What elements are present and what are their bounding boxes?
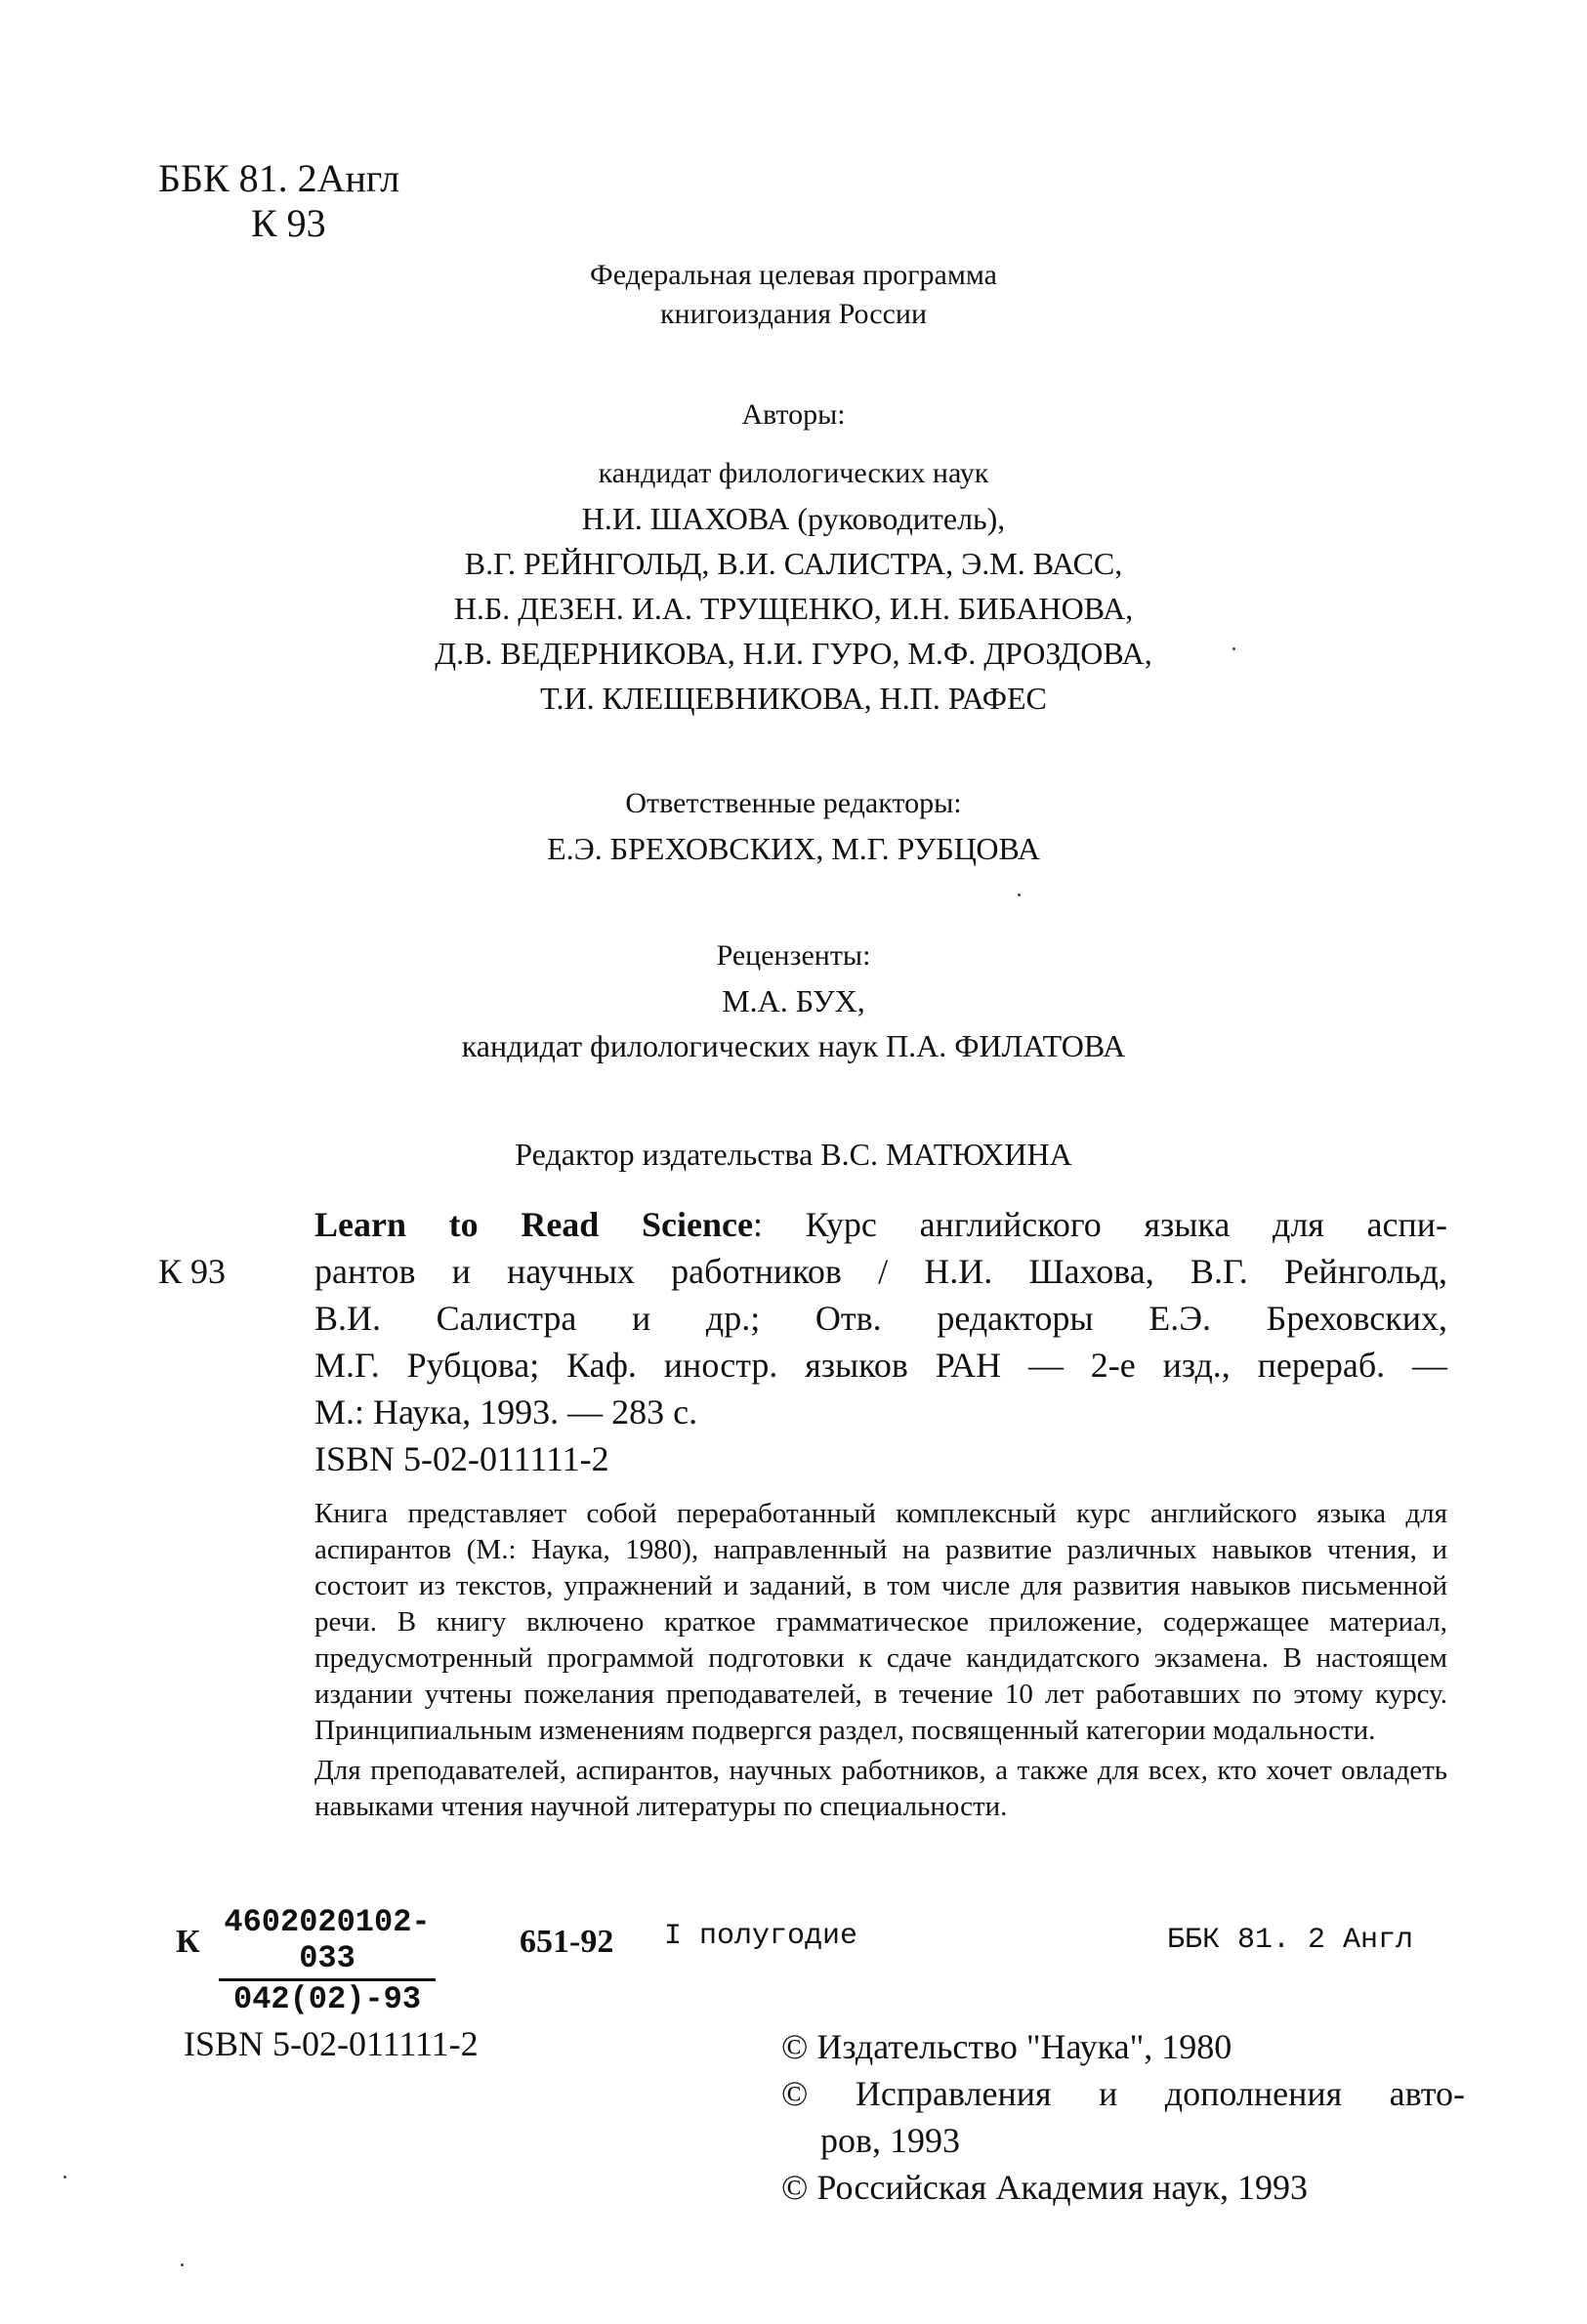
catalog-numerator: 4602020102-033: [219, 1904, 436, 1981]
annotation: [314, 1496, 1447, 1825]
reviewer-1: М.А. БУХ,: [722, 983, 865, 1018]
catalog-bbk: ББК 81. 2 Англ: [1167, 1924, 1414, 1957]
catalog-code: [176, 1904, 1465, 2017]
author-line: В.Г. РЕЙНГОЛЬД, В.И. САЛИСТРА, Э.М. ВАСС,: [464, 546, 1123, 581]
bib-line-5: М.: Наука, 1993. — 283 с.: [314, 1392, 698, 1432]
reviewers-block: [0, 934, 1587, 1068]
bib-index: К 93: [158, 1252, 227, 1291]
catalog-semester: I полугодие: [664, 1920, 858, 1953]
catalog-fraction: [219, 1904, 436, 2017]
bib-line-4: М.Г. Рубцова; Каф. иностр. языков РАН — 2-е изд., перераб. —: [314, 1346, 1447, 1385]
scan-speck: [63, 2176, 66, 2179]
bib-line-1: [158, 1201, 1447, 1248]
book-subtitle: : Курс английского языка для аспи-: [752, 1205, 1447, 1244]
authors-block: [0, 451, 1587, 721]
catalog-number: 651-92: [520, 1924, 614, 1960]
editors-title: Ответственные редакторы:: [625, 787, 962, 819]
scan-speck: [181, 2263, 184, 2266]
footer-isbn: ISBN 5-02-011111-2: [184, 2024, 479, 2063]
reviewer-2: кандидат филологических наук П.А. ФИЛАТОВА: [461, 1028, 1126, 1063]
bib-text: рантов и научных работников / Н.И. Шахова, В.Г. Рейнгольд,: [314, 1252, 1447, 1291]
author-line: Д.В. ВЕДЕРНИКОВА, Н.И. ГУРО, М.Ф. ДРОЗДОВА,: [435, 636, 1152, 671]
author-line: Н.Б. ДЕЗЕН. И.А. ТРУЩЕНКО, И.Н. БИБАНОВА,: [453, 591, 1134, 626]
editors-block: [0, 781, 1587, 871]
program-line-2: книгоиздания России: [659, 298, 928, 330]
authors-title: Авторы:: [741, 398, 846, 431]
bib-isbn: ISBN 5-02-011111-2: [314, 1439, 609, 1478]
editors-names: Е.Э. БРЕХОВСКИХ, М.Г. РУБЦОВА: [547, 831, 1040, 866]
catalog-letter: К: [176, 1924, 200, 1960]
book-title: Learn to Read Science: [314, 1205, 753, 1244]
copyright-3: © Российская Академия наук, 1993: [781, 2168, 1309, 2207]
author-line: Т.И. КЛЕЩЕВНИКОВА, Н.П. РАФЕС: [540, 681, 1047, 716]
reviewers-title: Рецензенты:: [716, 939, 871, 972]
annotation-paragraph-1: Книга представляет собой переработанный комплексный курс английского языка для аспирантов (М.: Наука, 1980), направленный на развитие различных навыков чтения, и состоит из текстов, упражнений и заданий, в том числе для развития навыков письменной речи. В книгу включено краткое грамматическое приложение, содержащее материал, предусмотренный программой подготовки к сдаче кандидатского экзамена. В настоящем издании учтены пожелания преподавателей, в течение 10 лет работавших по этому курсу. Принципиальным изменениям подвергся раздел, посвященный категории модальности.: [314, 1498, 1447, 1746]
copyright-2b: ров, 1993: [820, 2121, 960, 2160]
author-degree: кандидат филологических наук: [598, 457, 989, 489]
copyright-2a: © Исправления и дополнения авто-: [781, 2074, 1465, 2113]
author-mark: К 93: [251, 201, 326, 245]
bibliographic-record: [158, 1201, 1447, 1482]
bbk-index: ББК 81. 2Англ: [158, 156, 400, 200]
author-line: Н.И. ШАХОВА (руководитель),: [581, 501, 1006, 536]
copyright-1: © Издательство "Наука", 1980: [781, 2027, 1232, 2066]
catalog-denominator: 042(02)-93: [232, 1981, 422, 2017]
scan-speck: [1232, 647, 1235, 650]
scan-speck: [1018, 893, 1021, 896]
bbk-header: [158, 156, 399, 246]
federal-program: [0, 256, 1587, 334]
copyright-block: [781, 2023, 1465, 2211]
program-line-1: Федеральная целевая программа: [590, 259, 997, 291]
publisher-editor: Редактор издательства В.С. МАТЮХИНА: [515, 1137, 1072, 1172]
bib-line-3: В.И. Салистра и др.; Отв. редакторы Е.Э. Бреховских,: [314, 1299, 1447, 1338]
annotation-paragraph-2: Для преподавателей, аспирантов, научных работников, а также для всех, кто хочет овладеть навыками чтения научной литературы по специальности.: [314, 1755, 1447, 1822]
bib-line-2: [158, 1248, 1447, 1295]
